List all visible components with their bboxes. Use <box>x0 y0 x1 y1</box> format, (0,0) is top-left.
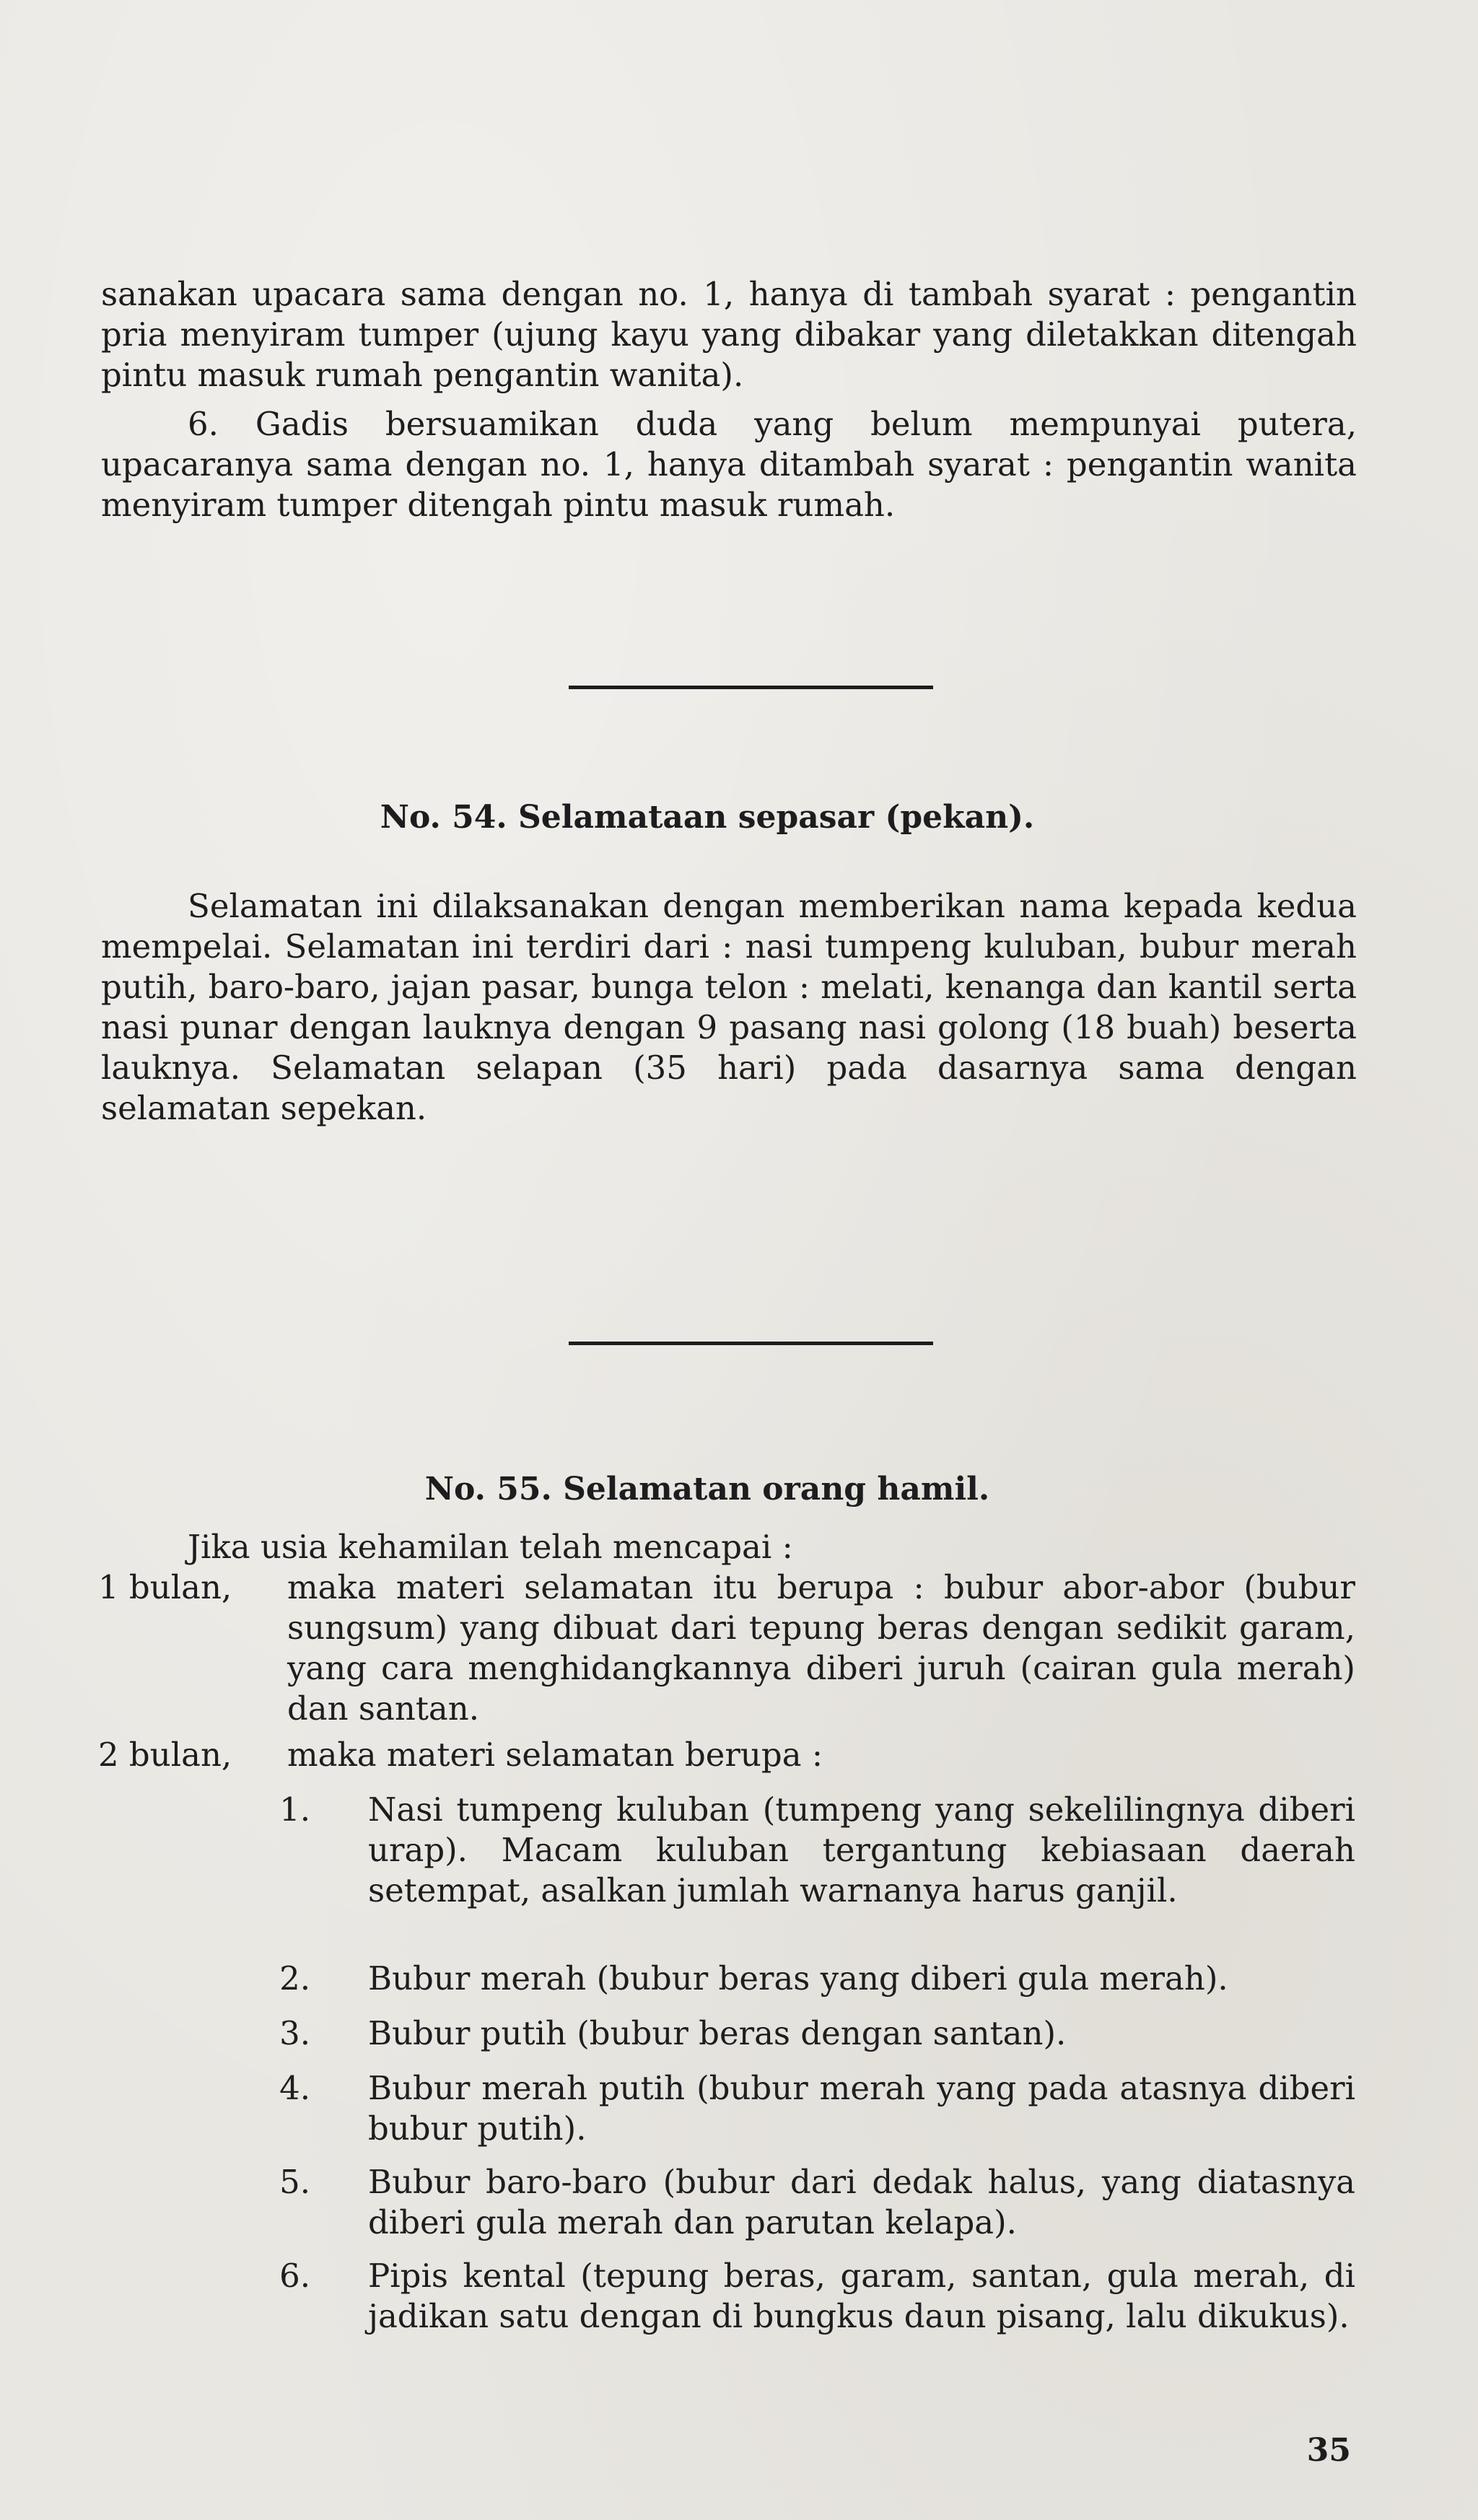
section-divider-1 <box>569 686 933 689</box>
month-1-label: 1 bulan, <box>98 1568 232 1606</box>
list-item-number: 4. <box>279 2069 310 2107</box>
section-54-body-block <box>101 886 1357 1129</box>
list-item-number: 1. <box>279 1790 310 1829</box>
list-item-text: Bubur putih (bubur beras dengan santan). <box>368 2014 1067 2052</box>
list-item-number: 2. <box>279 1959 310 1998</box>
list-item-number: 6. <box>279 2257 310 2295</box>
page-number: 35 <box>1306 2432 1351 2469</box>
paragraph-continued: sanakan upacara sama dengan no. 1, hanya di tambah syarat : pengantin pria menyiram tumper (ujung kayu yang dibakar yang diletakkan ditengah pintu masuk rumah pengantin wanita). <box>101 275 1357 394</box>
month-2-text: maka materi selamatan berupa : <box>287 1736 823 1774</box>
section-54-body: Selamatan ini dilaksanakan dengan memberikan nama kepada kedua mempelai. Selamatan ini terdiri dari : nasi tumpeng kuluban, bubur merah putih, baro-baro, jajan pasar, bunga telon : melati, kenanga dan kantil serta nasi punar dengan lauknya dengan 9 pasang nasi golong (18 buah) beserta lauknya. Selamatan selapan (35 hari) pada dasarnya sama dengan selamatan sepekan. <box>101 887 1357 1127</box>
month-1-text: maka materi selamatan itu berupa : bubur abor-abor (bubur sungsum) yang dibuat dari tepung beras dengan sedikit garam, yang cara menghidangkannya diberi juruh (cairan gula merah) dan santan. <box>287 1568 1355 1728</box>
month-2-label: 2 bulan, <box>98 1736 232 1774</box>
list-item-text: Bubur merah putih (bubur merah yang pada atasnya diberi bubur putih). <box>368 2069 1355 2148</box>
section-55-intro: Jika usia kehamilan telah mencapai : <box>188 1528 793 1566</box>
list-item-number: 5. <box>279 2163 310 2201</box>
section-divider-2 <box>569 1342 933 1345</box>
prev-section-text <box>101 274 1357 525</box>
list-item-number: 3. <box>279 2014 310 2052</box>
list-item-text: Pipis kental (tepung beras, garam, santan, gula merah, di jadikan satu dengan di bungkus daun pisang, lalu dikukus). <box>368 2257 1355 2335</box>
section-55-heading: No. 55. Selamatan orang hamil. <box>424 1471 990 1508</box>
section-54-heading: No. 54. Selamataan sepasar (pekan). <box>380 799 1035 836</box>
list-item-text: Bubur baro-baro (bubur dari dedak halus, yang diatasnya diberi gula merah dan parutan kelapa). <box>368 2163 1355 2241</box>
list-item-text: Bubur merah (bubur beras yang diberi gula merah). <box>368 1959 1228 1998</box>
paragraph-6: 6. Gadis bersuamikan duda yang belum mempunyai putera, upacaranya sama dengan no. 1, hanya ditambah syarat : pengantin wanita menyiram tumper ditengah pintu masuk rumah. <box>101 405 1357 524</box>
list-item-text: Nasi tumpeng kuluban (tumpeng yang sekelilingnya diberi urap). Macam kuluban tergantung kebiasaan daerah setempat, asalkan jumlah warnanya harus ganjil. <box>368 1790 1355 1909</box>
